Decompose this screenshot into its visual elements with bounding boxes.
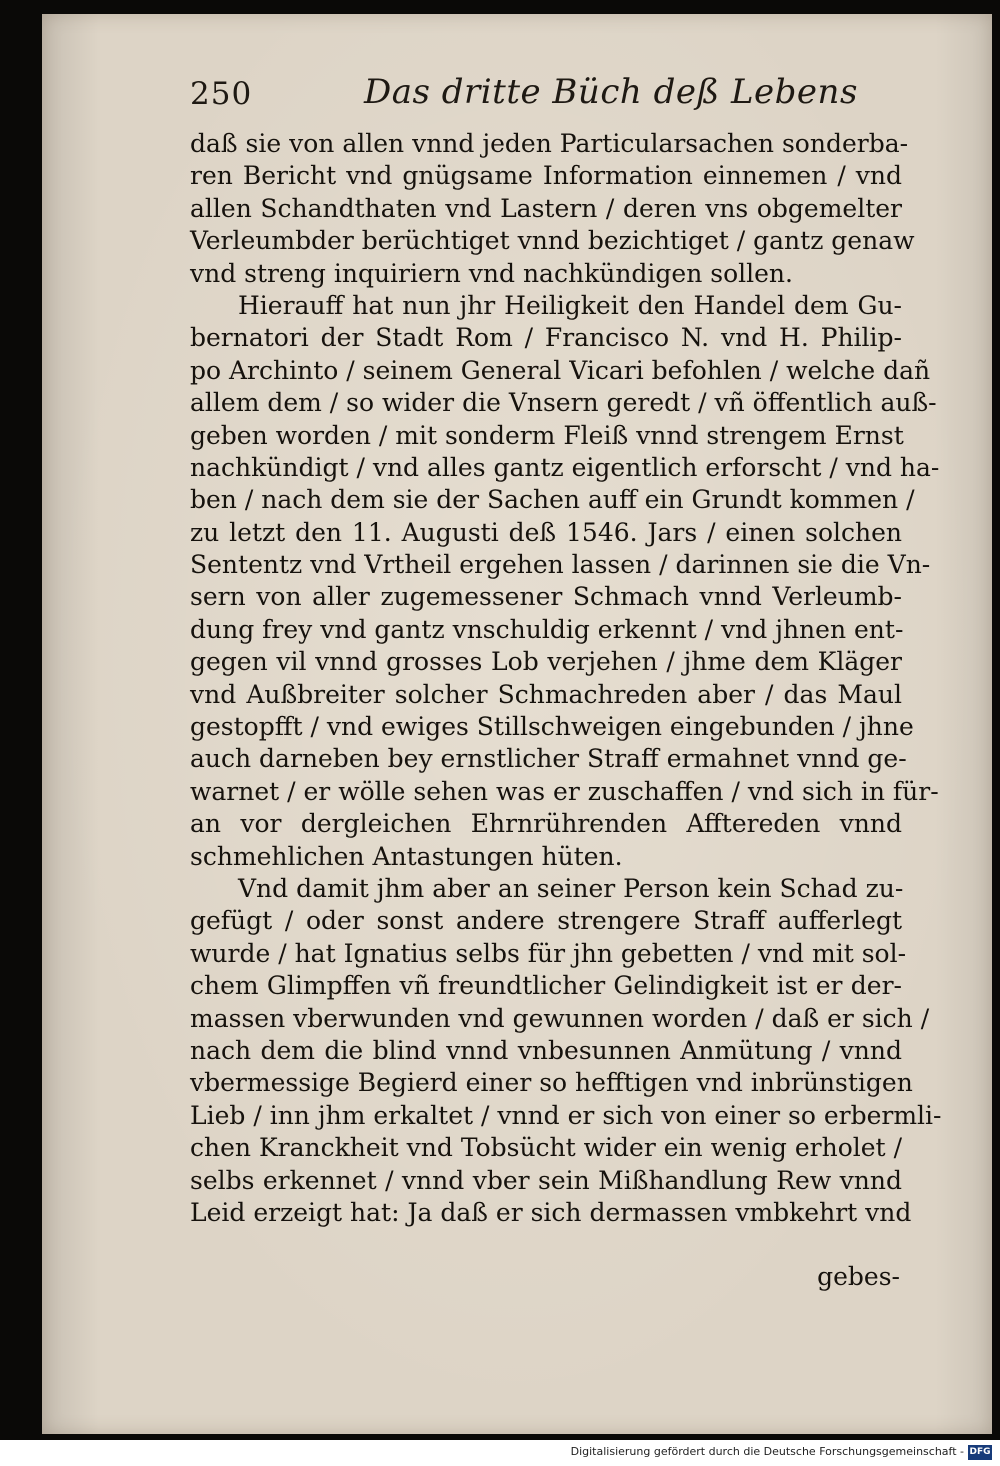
text-line: gefügt / oder sonst andere strengere Straff aufferlegt: [190, 906, 902, 936]
text-line: gestopfft / vnd ewiges Stillschweigen eingebunden / jhne: [190, 712, 914, 742]
text-line: chen Kranckheit vnd Tobsücht wider ein wenig erholet /: [190, 1133, 902, 1163]
text-line: ben / nach dem sie der Sachen auff ein Grundt kommen /: [190, 485, 915, 515]
text-line: auch darneben bey ernstlicher Straff ermahnet vnnd ge-: [190, 744, 907, 774]
catchword: gebes-: [817, 1262, 900, 1291]
text-line: Lieb / inn jhm erkaltet / vnnd er sich von einer so erbermli-: [190, 1100, 942, 1130]
running-title: Das dritte Büch deß Lebens: [364, 72, 858, 112]
text-line: nachkündigt / vnd alles gantz eigentlich erforscht / vnd ha-: [190, 452, 940, 482]
page-header: [190, 72, 890, 122]
text-line: sern von aller zugemessener Schmach vnnd Verleumb-: [190, 582, 902, 612]
text-line: schmehlichen Antastungen hüten.: [190, 841, 623, 871]
text-line: selbs erkennet / vnnd vber sein Mißhandlung Rew vnnd: [190, 1165, 902, 1195]
text-line: Leid erzeigt hat: Ja daß er sich dermassen vmbkehrt vnd: [190, 1197, 912, 1227]
body-text: [190, 128, 942, 1229]
text-line: warnet / er wölle sehen was er zuschaffen / vnd sich in für-: [190, 776, 939, 806]
text-line: vnd Außbreiter solcher Schmachreden aber / das Maul: [190, 679, 902, 709]
text-line: geben worden / mit sonderm Fleiß vnnd strengem Ernst: [190, 420, 904, 450]
text-line: allen Schandthaten vnd Lastern / deren vns obgemelter: [190, 193, 902, 223]
footer-bar: [0, 1440, 1000, 1466]
text-line: nach dem die blind vnnd vnbesunnen Anmütung / vnnd: [190, 1035, 902, 1065]
text-line: Verleumbder berüchtiget vnnd bezichtiget / gantz genaw: [190, 226, 915, 256]
catchword-line: [190, 1260, 900, 1294]
text-line: vbermessige Begierd einer so hefftigen vnd inbrünstigen: [190, 1068, 913, 1098]
text-line: vnd streng inquiriern vnd nachkündigen sollen.: [190, 258, 793, 288]
text-line: Vnd damit jhm aber an seiner Person kein Schad zu-: [238, 873, 904, 903]
text-line: ren Bericht vnd gnügsame Information einnemen / vnd: [190, 161, 902, 191]
text-line: gegen vil vnnd grosses Lob verjehen / jhme dem Kläger: [190, 647, 902, 677]
text-line: bernatori der Stadt Rom / Francisco N. vnd H. Philip-: [190, 323, 902, 353]
text-line: po Archinto / seinem General Vicari befohlen / welche dañ: [190, 355, 931, 385]
text-line: dung frey vnd gantz vnschuldig erkennt / vnd jhnen ent-: [190, 614, 904, 644]
page-number: 250: [190, 76, 253, 112]
text-line: allem dem / so wider die Vnsern geredt / vñ öffentlich auß-: [190, 388, 937, 418]
text-line: daß sie von allen vnnd jeden Particularsachen sonderba-: [190, 129, 909, 158]
text-line: massen vberwunden vnd gewunnen worden / daß er sich /: [190, 1003, 930, 1033]
text-line: zu letzt den 11. Augusti deß 1546. Jars / einen solchen: [190, 517, 902, 547]
dfg-logo: DFG: [968, 1445, 992, 1460]
text-line: Hierauff hat nun jhr Heiligkeit den Handel dem Gu-: [238, 290, 902, 320]
text-line: wurde / hat Ignatius selbs für jhn gebetten / vnd mit sol-: [190, 938, 907, 968]
funding-credit: Digitalisierung gefördert durch die Deutsche Forschungsgemeinschaft -: [570, 1445, 964, 1458]
text-line: chem Glimpffen vñ freundtlicher Gelindigkeit ist er der-: [190, 971, 902, 1001]
text-line: an vor dergleichen Ehrnrührenden Afftereden vnnd: [190, 809, 902, 839]
text-line: Sententz vnd Vrtheil ergehen lassen / darinnen sie die Vn-: [190, 550, 931, 580]
